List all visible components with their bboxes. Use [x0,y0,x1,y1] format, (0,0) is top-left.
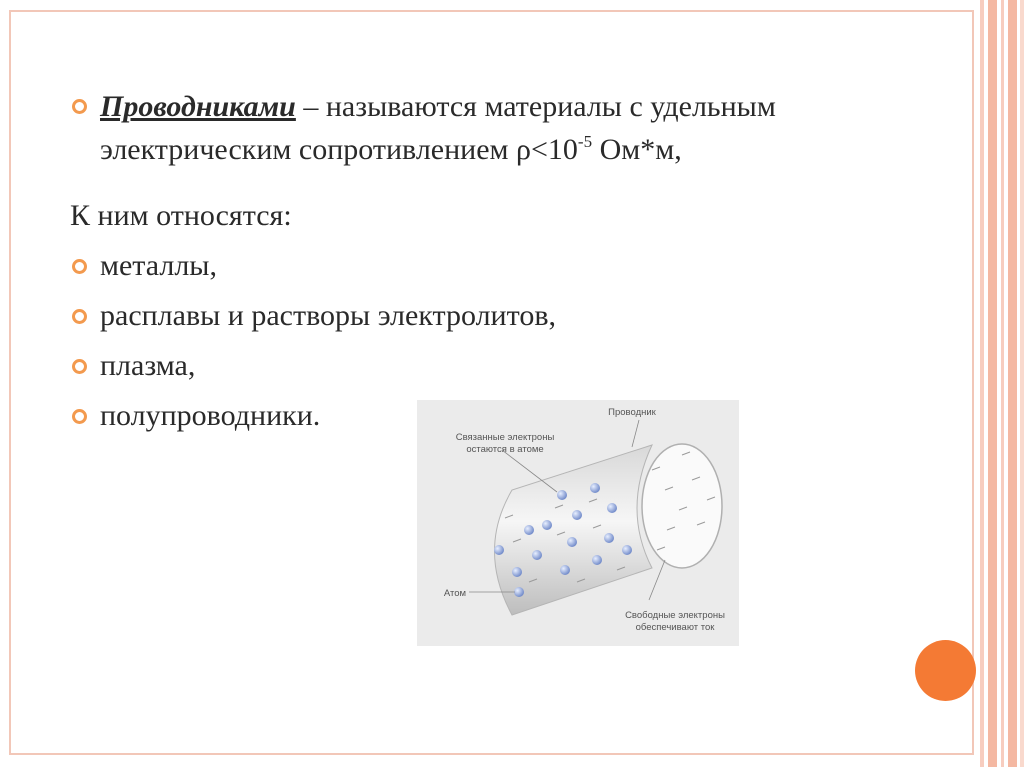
label-conductor: Проводник [608,407,656,418]
conductor-diagram [417,400,739,646]
stripe [980,0,984,767]
label-atom: Атом [443,588,467,599]
bullet-circle-icon [72,409,87,424]
stripe [1020,0,1024,767]
decorative-orange-circle [915,640,976,701]
stripe [988,0,997,767]
cylinder-end [642,444,722,568]
stripe [1008,0,1017,767]
definition-unit: Ом*м, [592,133,682,166]
list-item-label: плазма, [100,349,196,382]
label-free-electrons-1: Свободные электроны [625,610,725,621]
list-item [70,346,950,386]
definition-exponent: -5 [577,132,593,151]
bullet-circle-icon [72,99,87,114]
list-item [70,246,950,286]
slide-content [70,85,950,436]
bullet-circle-icon [72,259,87,274]
decorative-stripes [980,0,1024,767]
list-item-label: расплавы и растворы электролитов, [100,299,556,332]
definition-text-line2: электрическим сопротивлением ρ<10 [100,133,578,166]
label-bound-electrons-1: Связанные электроны [455,432,555,443]
stripe [1001,0,1004,767]
intro-text: К ним относятся: [70,199,292,232]
bullet-circle-icon [72,359,87,374]
label-bound-electrons-2: остаются в атоме [466,444,544,455]
list-item-label: полупроводники. [100,399,321,432]
bullet-circle-icon [72,309,87,324]
definition-text-line1: – называются материалы с удельным [295,90,776,123]
label-free-electrons-2: обеспечивают ток [635,622,715,633]
conductor-cylinder-illustration [417,400,739,646]
definition-paragraph [70,85,950,171]
list-item-label: металлы, [100,249,217,282]
list-item [70,296,950,336]
definition-term: Проводниками [100,90,296,123]
